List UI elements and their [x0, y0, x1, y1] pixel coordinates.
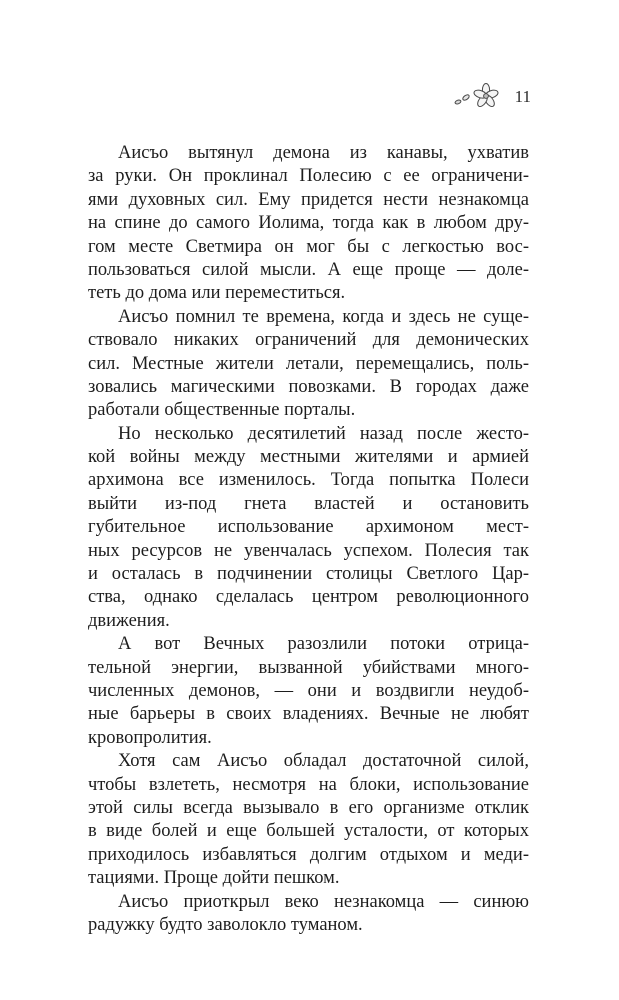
text-line: тациями. Проще дойти пешком.	[88, 868, 340, 889]
text-line: Аисъо вытянул демона из канавы, ухватив	[118, 143, 529, 163]
text-line: и осталась в подчинении столицы Светлого Цар-	[88, 564, 529, 585]
text-line: ями духовных сил. Ему придется нести незнакомца	[88, 189, 529, 210]
text-line: теть до дома или переместиться.	[88, 283, 346, 304]
text-line: кой войны между местными жителями и армией	[88, 447, 529, 468]
text-line: гом месте Светмира он мог бы с легкостью вос-	[88, 236, 529, 257]
text-line: Но несколько десятилетий назад после жесто-	[118, 423, 529, 444]
page-number: 11	[514, 87, 531, 106]
text-line: архимона все изменилось. Тогда попытка Полеси	[88, 470, 529, 491]
text-line: ства, однако сделалась центром революционного	[88, 587, 529, 608]
body-text	[88, 142, 529, 937]
text-line: этой силы всегда вызывало в его организме отклик	[88, 797, 529, 818]
text-line: чтобы взлететь, несмотря на блоки, использование	[88, 774, 529, 795]
text-line: сил. Местные жители летали, перемещались, поль-	[88, 353, 529, 374]
text-line: ствовало никаких ограничений для демонических	[88, 330, 529, 351]
text-line: зовались магическими повозками. В городах даже	[88, 376, 529, 397]
text-line: А вот Вечных разозлили потоки отрица-	[118, 634, 529, 655]
paragraph	[88, 750, 529, 890]
text-line: в виде болей и еще большей усталости, от которых	[88, 821, 529, 842]
paragraph	[88, 891, 529, 938]
paragraph	[88, 142, 529, 306]
text-line: тельной энергии, вызванной убийствами много-	[88, 657, 529, 678]
text-line: губительное использование архимоном мест-	[88, 517, 529, 538]
text-line: пользоваться силой мысли. А еще проще — доле-	[88, 259, 529, 280]
text-line: работали общественные порталы.	[88, 400, 356, 421]
paragraph	[88, 423, 529, 634]
text-line: на спине до самого Иолима, тогда как в любом дру-	[88, 213, 529, 234]
text-line: Хотя сам Аисъо обладал достаточной силой,	[118, 751, 529, 772]
text-line: выйти из-под гнета властей и остановить	[88, 493, 529, 514]
text-line: Аисъо приоткрыл веко незнакомца — синюю	[118, 891, 529, 912]
text-line: приходилось избавляться долгим отдыхом и меди-	[88, 844, 529, 865]
text-line: движения.	[88, 610, 170, 631]
text-line: Аисъо помнил те времена, когда и здесь не суще-	[118, 306, 529, 327]
flower-ornament-icon	[453, 82, 503, 112]
text-line: ные барьеры в своих владениях. Вечные не любят	[88, 704, 529, 725]
paragraph	[88, 633, 529, 750]
text-line: за руки. Он проклинал Полесию с ее ограничени-	[88, 166, 529, 187]
text-line: кровопролития.	[88, 727, 212, 748]
paragraph	[88, 306, 529, 423]
text-line: численных демонов, — они и воздвигли неудоб-	[88, 680, 529, 701]
text-line: радужку будто заволокло туманом.	[88, 914, 363, 935]
page-header	[453, 82, 531, 112]
text-line: ных ресурсов не увенчалась успехом. Полесия так	[88, 540, 529, 561]
